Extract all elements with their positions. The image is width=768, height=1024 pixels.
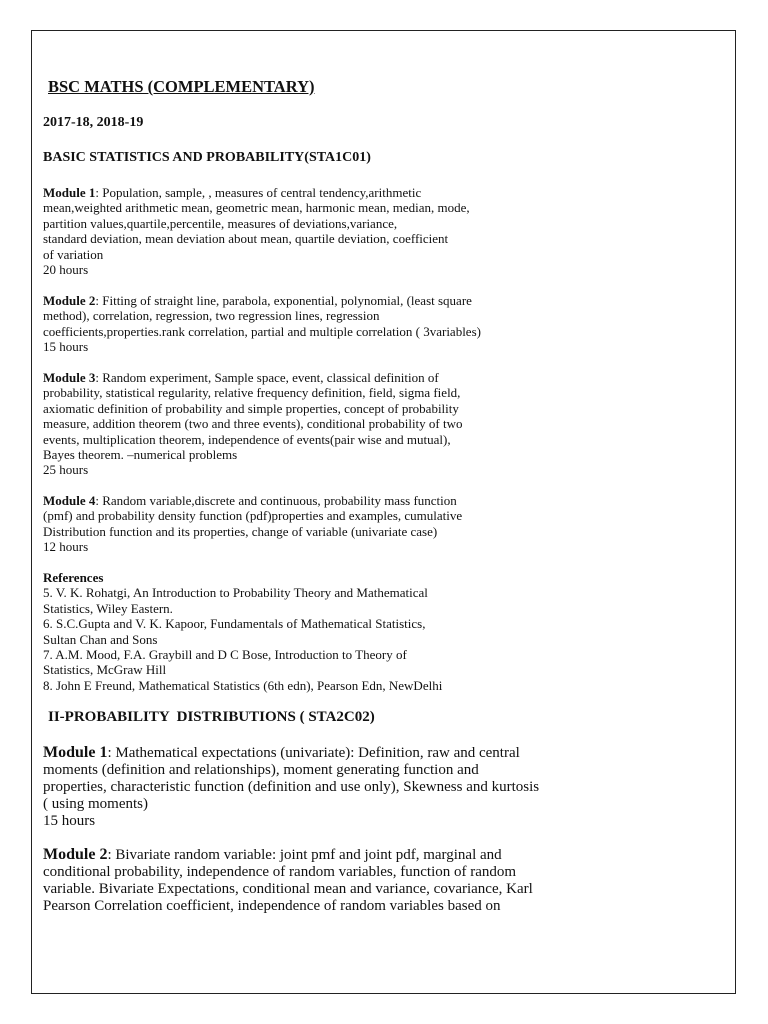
module-line	[43, 744, 539, 762]
references-heading: References	[43, 570, 104, 585]
module-line: probability, statistical regularity, relative frequency definition, field, sigma field,	[43, 385, 461, 401]
course-heading-sta1c01: BASIC STATISTICS AND PROBABILITY(STA1C01)	[43, 150, 371, 165]
course2-module-1	[43, 744, 539, 830]
references-section	[43, 570, 442, 693]
module-line	[43, 846, 533, 864]
module-line: method), correlation, regression, two regression lines, regression	[43, 308, 380, 324]
module-line: standard deviation, mean deviation about mean, quartile deviation, coefficient	[43, 231, 449, 247]
reference-line: 6. S.C.Gupta and V. K. Kapoor, Fundamentals of Mathematical Statistics,	[43, 616, 426, 632]
course1-module-2	[43, 293, 481, 355]
reference-line: 7. A.M. Mood, F.A. Graybill and D C Bose, Introduction to Theory of	[43, 647, 407, 663]
module-line: Pearson Correlation coefficient, independence of random variables based on	[43, 898, 501, 914]
module-text: : Fitting of straight line, parabola, exponential, polynomial, (least square	[95, 293, 472, 308]
module-hours: 25 hours	[43, 462, 89, 478]
module-label: Module 2	[43, 846, 108, 863]
module-hours: 12 hours	[43, 539, 89, 555]
module-line: Bayes theorem. –numerical problems	[43, 447, 238, 463]
module-line: properties, characteristic function (definition and use only), Skewness and kurtosis	[43, 779, 540, 795]
module-line: variable. Bivariate Expectations, conditional mean and variance, covariance, Karl	[43, 881, 533, 897]
reference-line: Statistics, McGraw Hill	[43, 662, 167, 678]
course1-module-1	[43, 185, 470, 277]
document-title: BSC MATHS (COMPLEMENTARY)	[48, 77, 315, 96]
module-text: : Population, sample, , measures of central tendency,arithmetic	[95, 185, 422, 200]
module-line: measure, addition theorem (two and three events), conditional probability of two	[43, 416, 463, 432]
module-line	[43, 493, 462, 508]
module-text: : Bivariate random variable: joint pmf and joint pdf, marginal and	[107, 847, 502, 863]
course1-module-4	[43, 493, 462, 555]
module-line	[43, 370, 463, 385]
module-line: mean,weighted arithmetic mean, geometric mean, harmonic mean, median, mode,	[43, 200, 470, 216]
module-text: : Random variable,discrete and continuous, probability mass function	[95, 493, 457, 508]
module-text: : Mathematical expectations (univariate): Definition, raw and central	[107, 745, 520, 761]
module-line: moments (definition and relationships), moment generating function and	[43, 762, 479, 778]
module-line: events, multiplication theorem, independence of events(pair wise and mutual),	[43, 431, 451, 447]
course1-module-3	[43, 370, 463, 478]
reference-line: Sultan Chan and Sons	[43, 631, 158, 647]
module-text: : Random experiment, Sample space, event, classical definition of	[95, 370, 439, 385]
module-label: Module 4	[43, 493, 96, 508]
reference-line: Statistics, Wiley Eastern.	[43, 600, 173, 616]
module-line: of variation	[43, 246, 104, 262]
module-line: ( using moments)	[43, 796, 148, 812]
module-line: Distribution function and its properties, change of variable (univariate case)	[43, 523, 438, 539]
reference-line: 8. John E Freund, Mathematical Statistics (6th edn), Pearson Edn, NewDelhi	[43, 677, 443, 693]
module-line	[43, 185, 470, 200]
module-hours: 20 hours	[43, 262, 89, 278]
module-line: conditional probability, independence of random variables, function of random	[43, 864, 517, 880]
module-label: Module 3	[43, 370, 96, 385]
reference-line: 5. V. K. Rohatgi, An Introduction to Probability Theory and Mathematical	[43, 585, 428, 601]
module-line: partition values,quartile,percentile, measures of deviations,variance,	[43, 215, 398, 231]
course-heading-sta2c02: II-PROBABILITY DISTRIBUTIONS ( STA2C02)	[48, 709, 375, 725]
academic-years: 2017-18, 2018-19	[43, 115, 144, 130]
module-label: Module 1	[43, 744, 108, 761]
module-label: Module 2	[43, 293, 96, 308]
module-line: axiomatic definition of probability and simple properties, concept of probability	[43, 400, 459, 416]
module-line: coefficients,properties.rank correlation, partial and multiple correlation ( 3variables)	[43, 323, 481, 339]
module-line	[43, 293, 481, 308]
module-hours: 15 hours	[43, 339, 89, 355]
module-hours: 15 hours	[43, 813, 96, 829]
module-label: Module 1	[43, 185, 96, 200]
module-line: (pmf) and probability density function (pdf)properties and examples, cumulative	[43, 508, 463, 524]
course2-module-2	[43, 846, 533, 915]
